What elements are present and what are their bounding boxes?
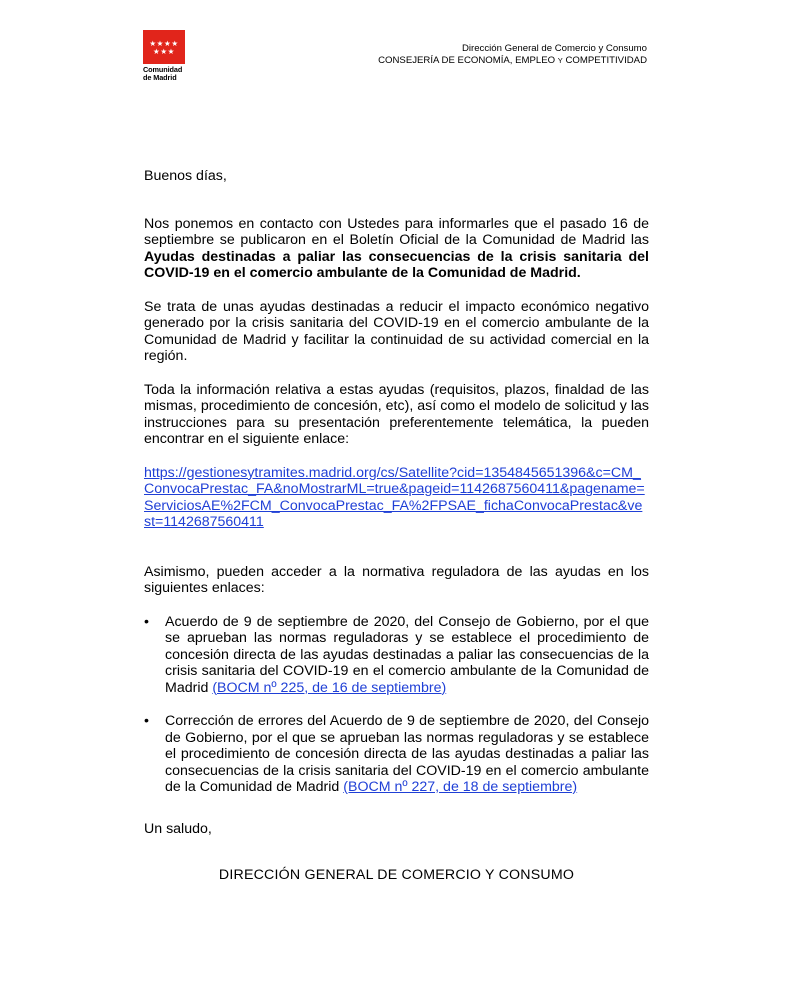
letterhead — [378, 43, 647, 67]
logo-stars-row-1: ★★★★ — [149, 39, 179, 48]
list-item — [144, 614, 649, 697]
logo-name-line-1: Comunidad — [143, 65, 183, 74]
ministry-part-2: Y — [557, 56, 563, 65]
letterhead-department: Dirección General de Comercio y Consumo — [461, 43, 647, 54]
ministry-part-1: CONSEJERÍA DE ECONOMÍA, EMPLEO — [378, 55, 558, 66]
logo-stars-row-2: ★★★ — [153, 47, 175, 56]
logo-name-line-2: de Madrid — [143, 73, 177, 82]
signature: DIRECCIÓN GENERAL DE COMERCIO Y CONSUMO — [218, 867, 575, 883]
intro-text: Nos ponemos en contacto con Ustedes para informarles que el pasado 16 de septiembre se publicaron en el Boletín Oficial de la Comunidad de Madrid las — [144, 215, 649, 248]
closing: Un saludo, — [144, 820, 212, 837]
comunidad-de-madrid-logo — [143, 30, 203, 82]
intro-paragraph — [144, 216, 649, 282]
ministry-part-3: COMPETITIVIDAD — [562, 55, 647, 66]
convocatoria-link-paragraph — [144, 465, 649, 531]
description-paragraph: Se trata de unas ayudas destinadas a reducir el impacto económico negativo generado por la crisis sanitaria del COVID-19 en el comercio ambulante de la Comunidad de Madrid y facilitar la continuidad de su actividad comercial en la región. — [144, 298, 649, 364]
info-paragraph: Toda la información relativa a estas ayudas (requisitos, plazos, finaldad de las mismas, procedimiento de concesión, etc), así como el modelo de solicitud y las instrucciones para su presentación preferentemente telemática, la pueden encontrar en el siguiente enlace: — [144, 381, 649, 447]
regulation-list — [144, 614, 649, 796]
asimismo-paragraph: Asimismo, pueden acceder a la normativa reguladora de las ayudas en los siguientes enlaces: — [144, 563, 649, 596]
logo-flag — [143, 30, 185, 64]
list-item-text: Corrección de errores del Acuerdo de 9 de septiembre de 2020, del Consejo de Gobierno, por el que se aprueban las normas reguladoras y se establece el procedimiento de concesión directa de las ayudas destinadas a paliar las consecuencias de la crisis sanitaria del COVID-19 en el comercio ambulante de la Comunidad de Madrid — [165, 713, 649, 795]
letter-body — [144, 168, 649, 837]
bocm-225-link[interactable]: (BOCM nº 225, de 16 de septiembre) — [212, 679, 447, 696]
bullet-icon: • — [144, 613, 149, 630]
list-item-text: Acuerdo de 9 de septiembre de 2020, del Consejo de Gobierno, por el que se aprueban las normas reguladoras y se establece el procedimiento de concesión directa de las ayudas destinadas a paliar las consecuencias de la crisis sanitaria del COVID-19 en el comercio ambulante de la Comunidad de Madrid — [165, 613, 649, 696]
letterhead-ministry — [378, 55, 647, 67]
intro-bold-title: Ayudas destinadas a paliar las consecuencias de la crisis sanitaria del COVID-19 en el comercio ambulante de la Comunidad de Madrid. — [144, 248, 649, 281]
list-item — [144, 713, 649, 796]
logo-name — [143, 66, 203, 82]
bullet-icon: • — [144, 713, 149, 729]
bocm-227-link[interactable]: (BOCM nº 227, de 18 de septiembre) — [343, 779, 578, 795]
convocatoria-link[interactable]: https://gestionesytramites.madrid.org/cs/Satellite?cid=1354845651396&c=CM_ConvocaPrestac_FA&noMostrarML=true&pageid=1142687560411&pagename=ServiciosAE%2FCM_ConvocaPrestac_FA%2FPSAE_fichaConvocaPrestac&vest=1142687560411 — [144, 464, 645, 530]
greeting: Buenos días, — [144, 168, 227, 184]
